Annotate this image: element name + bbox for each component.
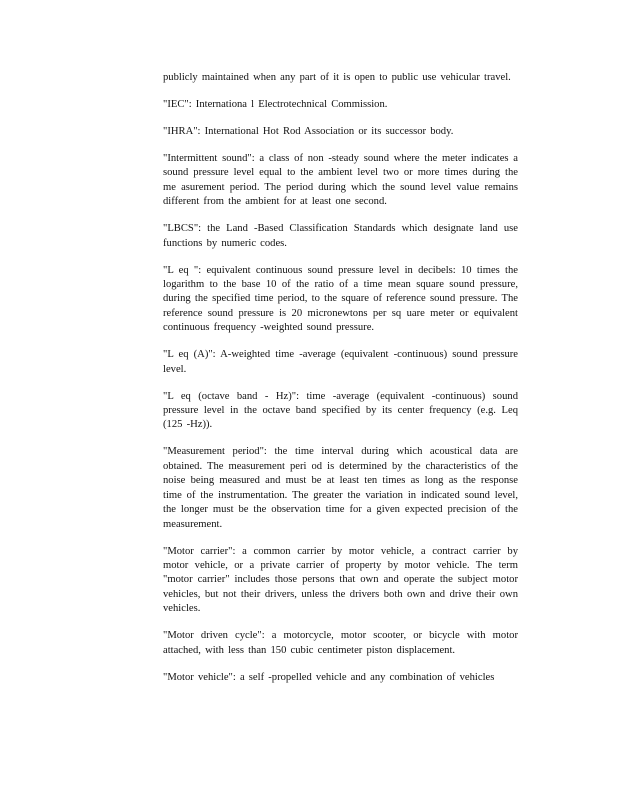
document-page xyxy=(163,71,518,698)
paragraph-leq-a: "L eq (A)": A-weighted time -average (equivalent -continuous) sound pressure level. xyxy=(163,349,518,375)
paragraph-intermittent-sound: "Intermittent sound": a class of non -steady sound where the meter indicates a sound pressure level equal to the ambient level two or more times during the me asurement period. The period during which the sound level value remains different from the ambient for at least one second. xyxy=(163,153,518,208)
paragraph-leq-octave-band: "L eq (octave band - Hz)": time -average (equivalent -continuous) sound pressure level in the octave band specified by its center frequency (e.g. Leq (125 -Hz)). xyxy=(163,390,518,431)
paragraph-motor-carrier: "Motor carrier": a common carrier by motor vehicle, a contract carrier by motor vehicle, or a private carrier of property by motor vehicle. The term "motor carrier" includes those persons that own and operate the subject motor vehicles, but not their drivers, unless the drivers both own and drive their own vehicles. xyxy=(163,545,518,615)
paragraph-ihra: "IHRA": International Hot Rod Association or its successor body. xyxy=(163,126,454,137)
paragraph-lbcs: "LBCS": the Land -Based Classification Standards which designate land use functions by numeric codes. xyxy=(163,223,518,249)
paragraph-motor-driven-cycle: "Motor driven cycle": a motorcycle, motor scooter, or bicycle with motor attached, with less than 150 cubic centimeter piston displacement. xyxy=(163,630,518,656)
paragraph-public-way-continued: publicly maintained when any part of it is open to public use vehicular travel. xyxy=(163,72,511,83)
paragraph-iec: "IEC": Internationa l Electrotechnical Commission. xyxy=(163,99,388,110)
paragraph-motor-vehicle: "Motor vehicle": a self -propelled vehicle and any combination of vehicles xyxy=(163,671,495,683)
paragraph-measurement-period: "Measurement period": the time interval during which acoustical data are obtained. The measurement peri od is determined by the characteristics of the noise being measured and must be at least ten times as long as the response time of the instrumentation. The greater the variation in indicated sound level, the longer must be the observation time for a given expected precision of the measurement. xyxy=(163,446,518,530)
paragraph-leq: "L eq ": equivalent continuous sound pressure level in decibels: 10 times the logarithm to the base 10 of the ratio of a time mean square sound pressure, during the specified time period, to the square of reference sound pressure. The reference sound pressure is 20 micronewtons per sq uare meter or equivalent continuous frequency -weighted sound pressure. xyxy=(163,264,518,334)
